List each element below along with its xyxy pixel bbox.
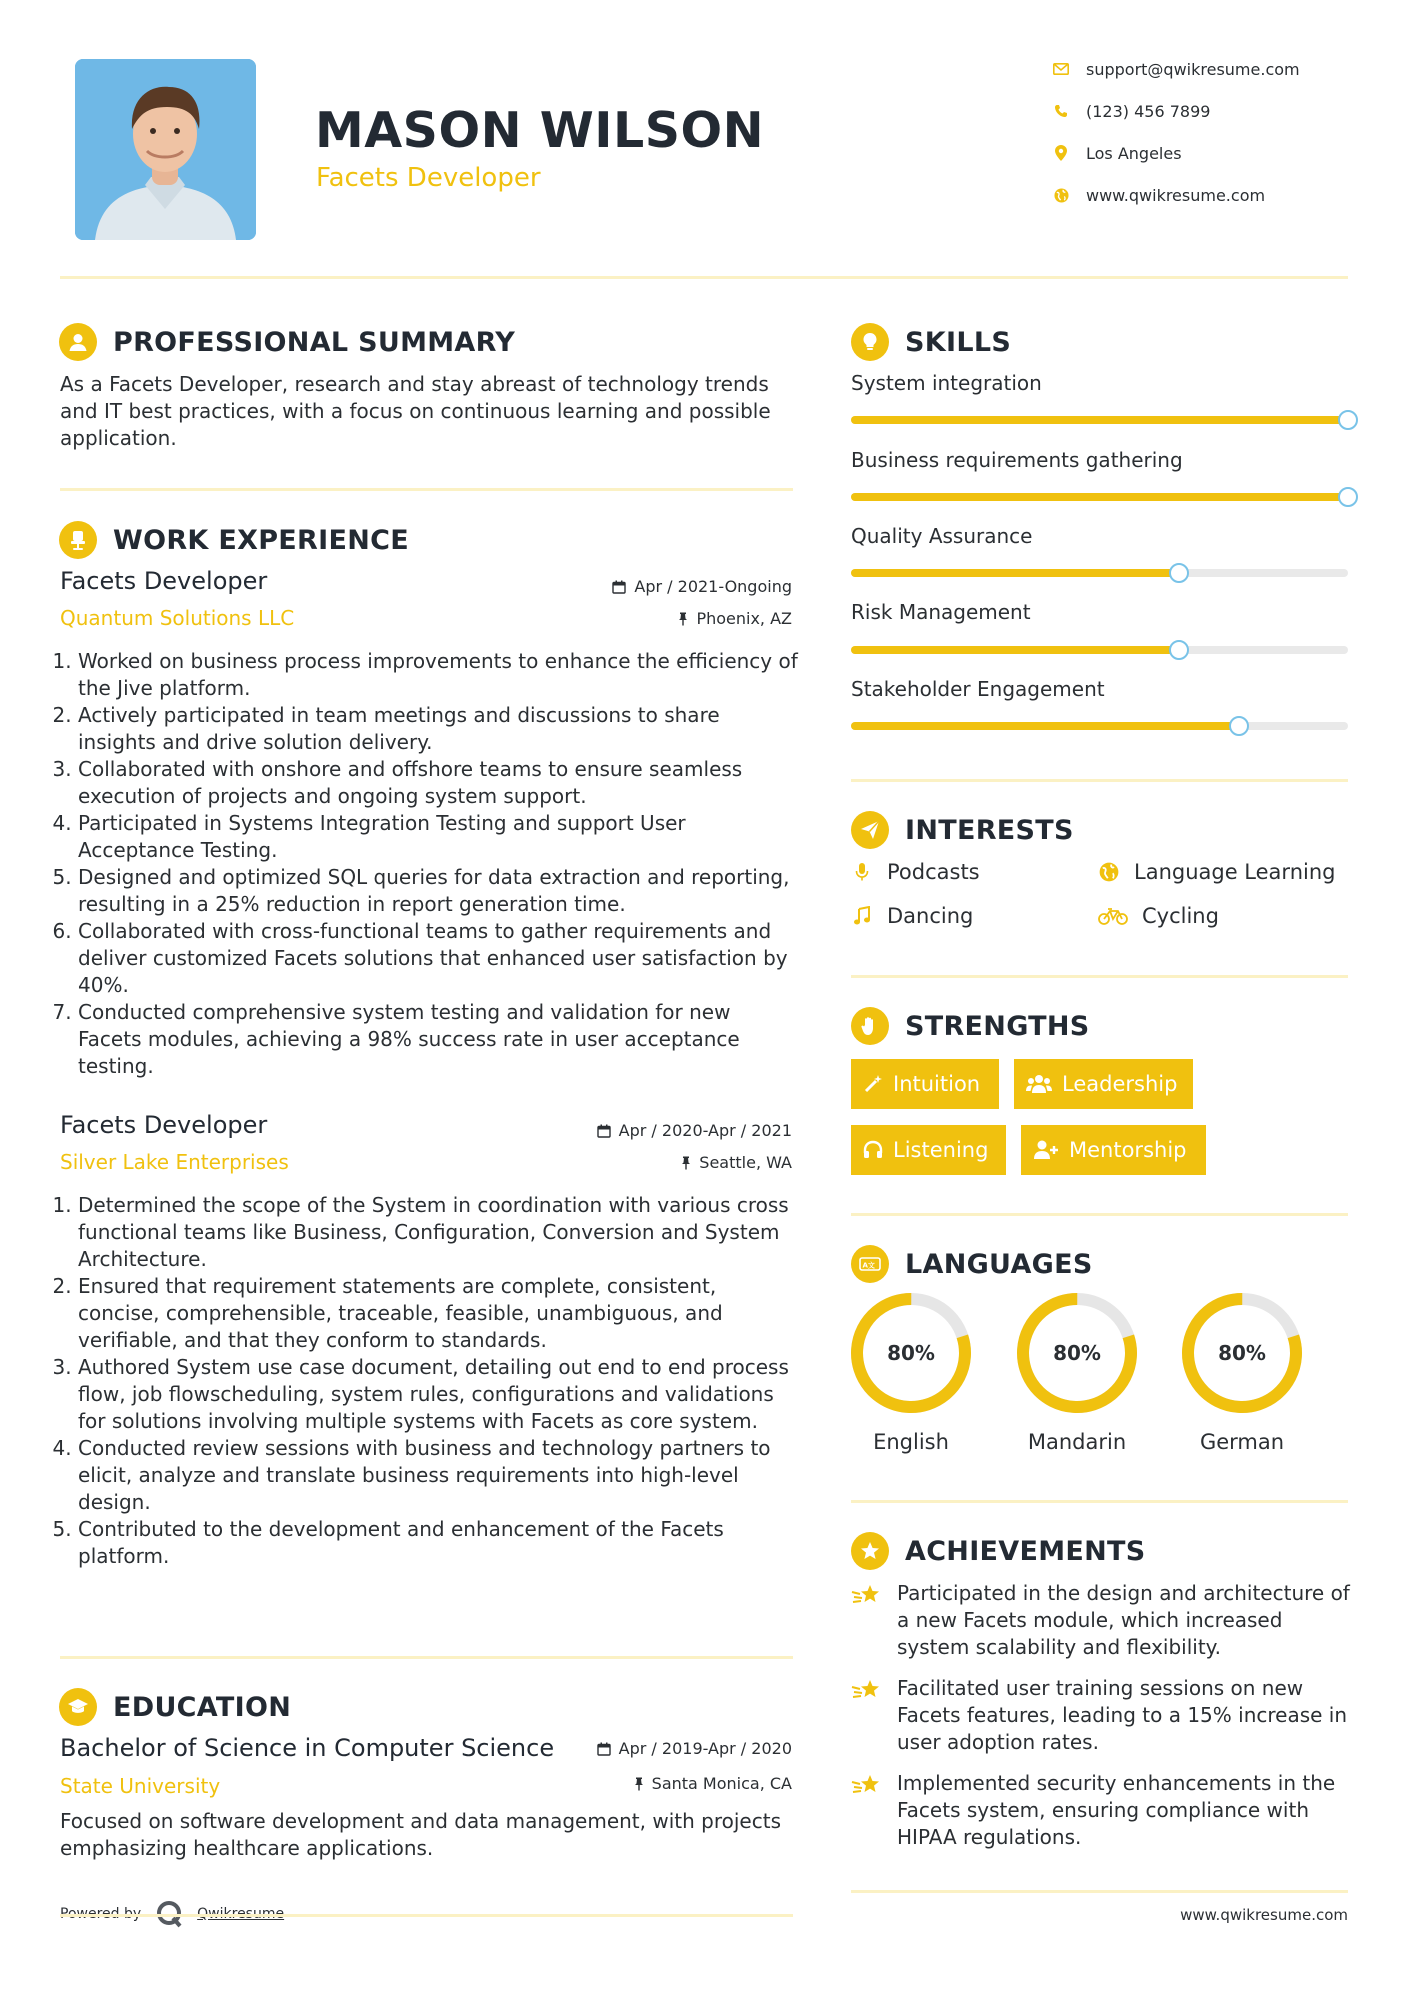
skill-bar: [851, 722, 1348, 730]
interests-title: INTERESTS: [905, 814, 1074, 846]
interest-item: [1098, 904, 1219, 928]
skill-label: Quality Assurance: [851, 524, 1033, 548]
user-plus-icon: [1033, 1140, 1059, 1160]
skill-bar-knob: [1229, 716, 1249, 736]
experience-title: WORK EXPERIENCE: [113, 524, 409, 556]
interest-label: Cycling: [1142, 904, 1219, 928]
contact-website-text: www.qwikresume.com: [1086, 185, 1266, 205]
achievements-divider: [851, 1890, 1348, 1893]
shooting-star-icon: [851, 1770, 885, 1802]
skill-bar-knob: [1169, 563, 1189, 583]
list-item: 4. Participated in Systems Integration Testing and support User Acceptance Testing.: [78, 810, 800, 864]
skills-title: SKILLS: [905, 326, 1012, 358]
skill-label: Business requirements gathering: [851, 448, 1183, 472]
skill-bar-knob: [1338, 410, 1358, 430]
users-icon: [1026, 1074, 1052, 1094]
skill-bar: [851, 493, 1348, 501]
lightbulb-icon: [851, 323, 889, 361]
language-donut: [1015, 1291, 1139, 1419]
job-2-bullets: [60, 1192, 800, 1570]
education-text: Focused on software development and data management, with projects emphasizing healthcare applications.: [60, 1809, 781, 1860]
skill-bar-fill: [851, 569, 1179, 577]
education-heading: [59, 1688, 291, 1726]
shooting-star-icon: [851, 1675, 885, 1707]
strength-badge: [1021, 1125, 1206, 1175]
skill-bar-fill: [851, 416, 1348, 424]
strength-badge: [1014, 1059, 1193, 1109]
contact-location-text: Los Angeles: [1086, 143, 1182, 163]
skill-label: Stakeholder Engagement: [851, 677, 1105, 701]
interest-label: Language Learning: [1134, 860, 1336, 884]
strength-label: Listening: [893, 1138, 989, 1162]
strength-label: Mentorship: [1069, 1138, 1187, 1162]
experience-heading: [59, 521, 409, 559]
calendar-icon: [597, 1742, 611, 1756]
contact-email[interactable]: [1050, 57, 1350, 81]
list-item: 1. Worked on business process improvements to enhance the efficiency of the Jive platform.: [78, 648, 800, 702]
skill-bar-knob: [1169, 640, 1189, 660]
achievement-item: [851, 1675, 1357, 1756]
skill-bar-knob: [1338, 487, 1358, 507]
phone-icon: [1050, 100, 1072, 122]
education-school: State University: [60, 1774, 221, 1798]
interests-heading: [851, 811, 1074, 849]
interest-item: [851, 860, 980, 884]
footer-divider-left: [60, 1914, 793, 1917]
list-item: 7. Conducted comprehensive system testing and validation for new Facets modules, achieving a 98% success rate in user acceptance testing.: [78, 999, 800, 1080]
language-label: German: [1199, 1430, 1285, 1454]
globe-icon: [1098, 862, 1120, 882]
interest-item: [1098, 860, 1335, 884]
experience-divider: [60, 1656, 793, 1659]
magic-wand-icon: [863, 1074, 883, 1094]
achievement-item: [851, 1770, 1357, 1851]
strength-label: Intuition: [893, 1072, 981, 1096]
job-1-title: Facets Developer: [60, 567, 268, 595]
pushpin-icon: [634, 1777, 644, 1791]
job-2-company: Silver Lake Enterprises: [60, 1150, 289, 1174]
candidate-title: Facets Developer: [316, 163, 541, 193]
skills-heading: [851, 323, 1011, 361]
list-item: 3. Authored System use case document, detailing out end to end process flow, job flowscheduling, system rules, configurations and validations for solutions involving multiple systems with Facets as core system.: [78, 1354, 800, 1435]
microphone-icon: [851, 862, 873, 882]
list-item: 5. Designed and optimized SQL queries for data extraction and reporting, resulting in a 25% reduction in report generation time.: [78, 864, 800, 918]
language-donut: [849, 1291, 973, 1419]
candidate-name: MASON WILSON: [315, 102, 765, 159]
skill-bar: [851, 416, 1348, 424]
contact-phone-text: (123) 456 7899: [1086, 101, 1211, 121]
interest-label: Dancing: [887, 904, 974, 928]
summary-divider: [60, 488, 793, 491]
music-note-icon: [851, 906, 873, 926]
paper-plane-icon: [851, 811, 889, 849]
pushpin-icon: [678, 612, 688, 626]
achievements-title: ACHIEVEMENTS: [905, 1535, 1146, 1567]
list-item: 6. Collaborated with cross-functional teams to gather requirements and deliver customized Facets solutions that enhanced user satisfaction by 40%.: [78, 918, 800, 999]
strengths-title: STRENGTHS: [905, 1010, 1090, 1042]
pushpin-icon: [681, 1156, 691, 1170]
shooting-star-icon: [851, 1580, 885, 1612]
interests-divider: [851, 975, 1348, 978]
languages-title: LANGUAGES: [905, 1248, 1093, 1280]
education-title: EDUCATION: [113, 1691, 292, 1723]
skill-bar: [851, 569, 1348, 577]
donut-percent: 80%: [887, 1341, 935, 1365]
footer-url[interactable]: www.qwikresume.com: [1180, 1906, 1348, 1924]
education-location: Santa Monica, CA: [500, 1774, 792, 1793]
languages-divider: [851, 1500, 1348, 1503]
job-1-dates: Apr / 2021-Ongoing: [500, 577, 792, 596]
donut-percent: 80%: [1053, 1341, 1101, 1365]
education-dates: Apr / 2019-Apr / 2020: [500, 1739, 792, 1758]
contact-location: [1050, 141, 1350, 165]
list-item: 4. Conducted review sessions with business and technology partners to elicit, analyze and translate business requirements into high-level design.: [78, 1435, 800, 1516]
list-item: 1. Determined the scope of the System in coordination with various cross functional teams like Business, Configuration, Conversion and System Architecture.: [78, 1192, 800, 1273]
job-2-location: Seattle, WA: [500, 1153, 792, 1172]
contact-email-text: support@qwikresume.com: [1086, 59, 1300, 79]
achievement-text: Participated in the design and architecture of a new Facets module, which increased system scalability and flexibility.: [897, 1581, 1350, 1659]
calendar-icon: [612, 580, 626, 594]
calendar-icon: [597, 1124, 611, 1138]
strengths-divider: [851, 1213, 1348, 1216]
achievement-item: [851, 1580, 1357, 1661]
svg-text:A文: A文: [862, 1261, 875, 1270]
location-pin-icon: [1050, 142, 1072, 164]
skills-divider: [851, 779, 1348, 782]
skill-bar: [851, 646, 1348, 654]
list-item: 2. Actively participated in team meetings and discussions to share insights and drive solution delivery.: [78, 702, 800, 756]
job-2-title: Facets Developer: [60, 1111, 268, 1139]
summary-text: As a Facets Developer, research and stay abreast of technology trends and IT best practices, with a focus on continuous learning and possible application.: [60, 372, 771, 450]
list-item: 5. Contributed to the development and enhancement of the Facets platform.: [78, 1516, 800, 1570]
header-divider: [60, 276, 1348, 279]
graduation-icon: [59, 1688, 97, 1726]
email-icon: [1050, 58, 1072, 80]
job-1-company: Quantum Solutions LLC: [60, 606, 295, 630]
strength-label: Leadership: [1062, 1072, 1178, 1096]
languages-heading: [851, 1245, 1093, 1283]
job-2-dates: Apr / 2020-Apr / 2021: [500, 1121, 792, 1140]
donut-percent: 80%: [1218, 1341, 1266, 1365]
bicycle-icon: [1098, 906, 1128, 926]
chair-icon: [59, 521, 97, 559]
summary-heading: [59, 323, 515, 361]
hand-icon: [851, 1007, 889, 1045]
interest-item: [851, 904, 973, 928]
skill-bar-fill: [851, 722, 1239, 730]
contact-website[interactable]: [1050, 183, 1350, 207]
summary-title: PROFESSIONAL SUMMARY: [113, 326, 516, 358]
list-item: 3. Collaborated with onshore and offshore teams to ensure seamless execution of projects and ongoing system support.: [78, 756, 800, 810]
star-badge-icon: [851, 1532, 889, 1570]
achievement-text: Implemented security enhancements in the Facets system, ensuring compliance with HIPAA regulations.: [897, 1771, 1336, 1849]
skill-bar-fill: [851, 646, 1179, 654]
achievements-heading: [851, 1532, 1146, 1570]
interest-label: Podcasts: [887, 860, 980, 884]
headphones-icon: [863, 1140, 883, 1160]
job-1-bullets: [60, 648, 800, 1080]
globe-icon: [1050, 184, 1072, 206]
strengths-heading: [851, 1007, 1090, 1045]
language-label: English: [873, 1430, 949, 1454]
user-icon: [59, 323, 97, 361]
achievement-text: Facilitated user training sessions on new Facets features, leading to a 15% increase in user adoption rates.: [897, 1676, 1348, 1754]
skill-label: System integration: [851, 371, 1042, 395]
skill-bar-fill: [851, 493, 1348, 501]
profile-photo: [75, 59, 256, 240]
job-1-location: Phoenix, AZ: [500, 609, 792, 628]
language-label: Mandarin: [1027, 1430, 1127, 1454]
strength-badge: [851, 1125, 1006, 1175]
strength-badge: [851, 1059, 999, 1109]
language-donut: [1180, 1291, 1304, 1419]
education-degree: Bachelor of Science in Computer Science: [60, 1734, 555, 1762]
language-icon: [851, 1245, 889, 1283]
contact-phone[interactable]: [1050, 99, 1350, 123]
skill-label: Risk Management: [851, 600, 1031, 624]
list-item: 2. Ensured that requirement statements are complete, consistent, concise, comprehensible, traceable, feasible, unambiguous, and verifiable, and that they conform to standards.: [78, 1273, 800, 1354]
